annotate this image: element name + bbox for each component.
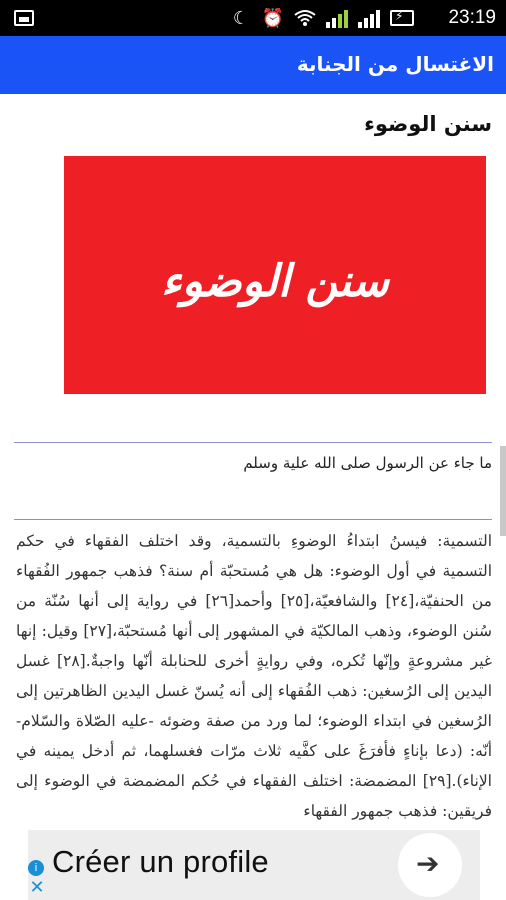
clock: 23:19: [448, 7, 496, 28]
signal-icon: [326, 8, 348, 28]
page-title: الاغتسال من الجنابة: [296, 52, 494, 76]
banner-image: [64, 156, 486, 394]
status-bar: [0, 0, 506, 36]
moon-icon: ☾: [232, 7, 250, 29]
app-bar: [0, 36, 506, 94]
arrow-right-icon: ➔: [416, 847, 440, 880]
scrollbar[interactable]: [500, 446, 506, 536]
banner-text: سنن الوضوء: [160, 256, 390, 307]
wifi-icon: [294, 7, 316, 29]
ad-text[interactable]: Créer un profile: [52, 844, 269, 879]
article-body: التسمية: فيسنُ ابتداءُ الوضوءِ بالتسمية، وقد اختلف الفقهاء في حكم التسمية في أول الوضوء: هل هي مُستحبّة أم سنة؟ فذهب جمهور الفُقهاء من الحنفيّة،[٢٤] والشافعيّة،[٢٥] وأحمد[٢٦] في رواية إلى أنها سُنّة من سُنن الوضوء، وذهب المالكيّة في المشهور إلى أنها مُستحبّة،[٢٧] وقيل: إنها غير مشروعةٍ وإنّها تُكره، وفي روايةٍ أخرى للحنابلة أنّها واجبةٌ.[٢٨] غسل اليدين إلى الرُسغين: ذهب الفُقهاء إلى أنه يُسنّ غسل اليدين الظاهرتين إلى الرُسغين في ابتداء الوضوء؛ لما ورد من صفة وضوئه -عليه الصّلاة والسّلام- أنّه: (دعا بإناءٍ فأفرَغَ على كفَّيه ثلاث مرّات فغسلهما، ثم أدخل يمينه في الإناء).[٢٩] المضمضة: اختلف الفقهاء في حُكم المضمضة في الوضوء إلى فريقين: فذهب جمهور الفقهاء: [16, 532, 493, 820]
status-icons: [230, 6, 414, 30]
image-icon: [14, 10, 34, 26]
divider: [14, 519, 492, 520]
divider: [14, 442, 492, 443]
alarm-icon: ⏰: [261, 7, 285, 29]
section-title: سنن الوضوء: [364, 112, 492, 136]
info-icon[interactable]: i: [28, 860, 44, 876]
battery-charging-icon: [390, 10, 414, 26]
ad-action-button[interactable]: [398, 833, 462, 897]
close-icon[interactable]: ✕: [29, 877, 45, 897]
article-content[interactable]: [0, 94, 506, 830]
subtitle: ما جاء عن الرسول صلى الله علية وسلم: [243, 454, 492, 472]
signal-icon: [358, 8, 380, 28]
